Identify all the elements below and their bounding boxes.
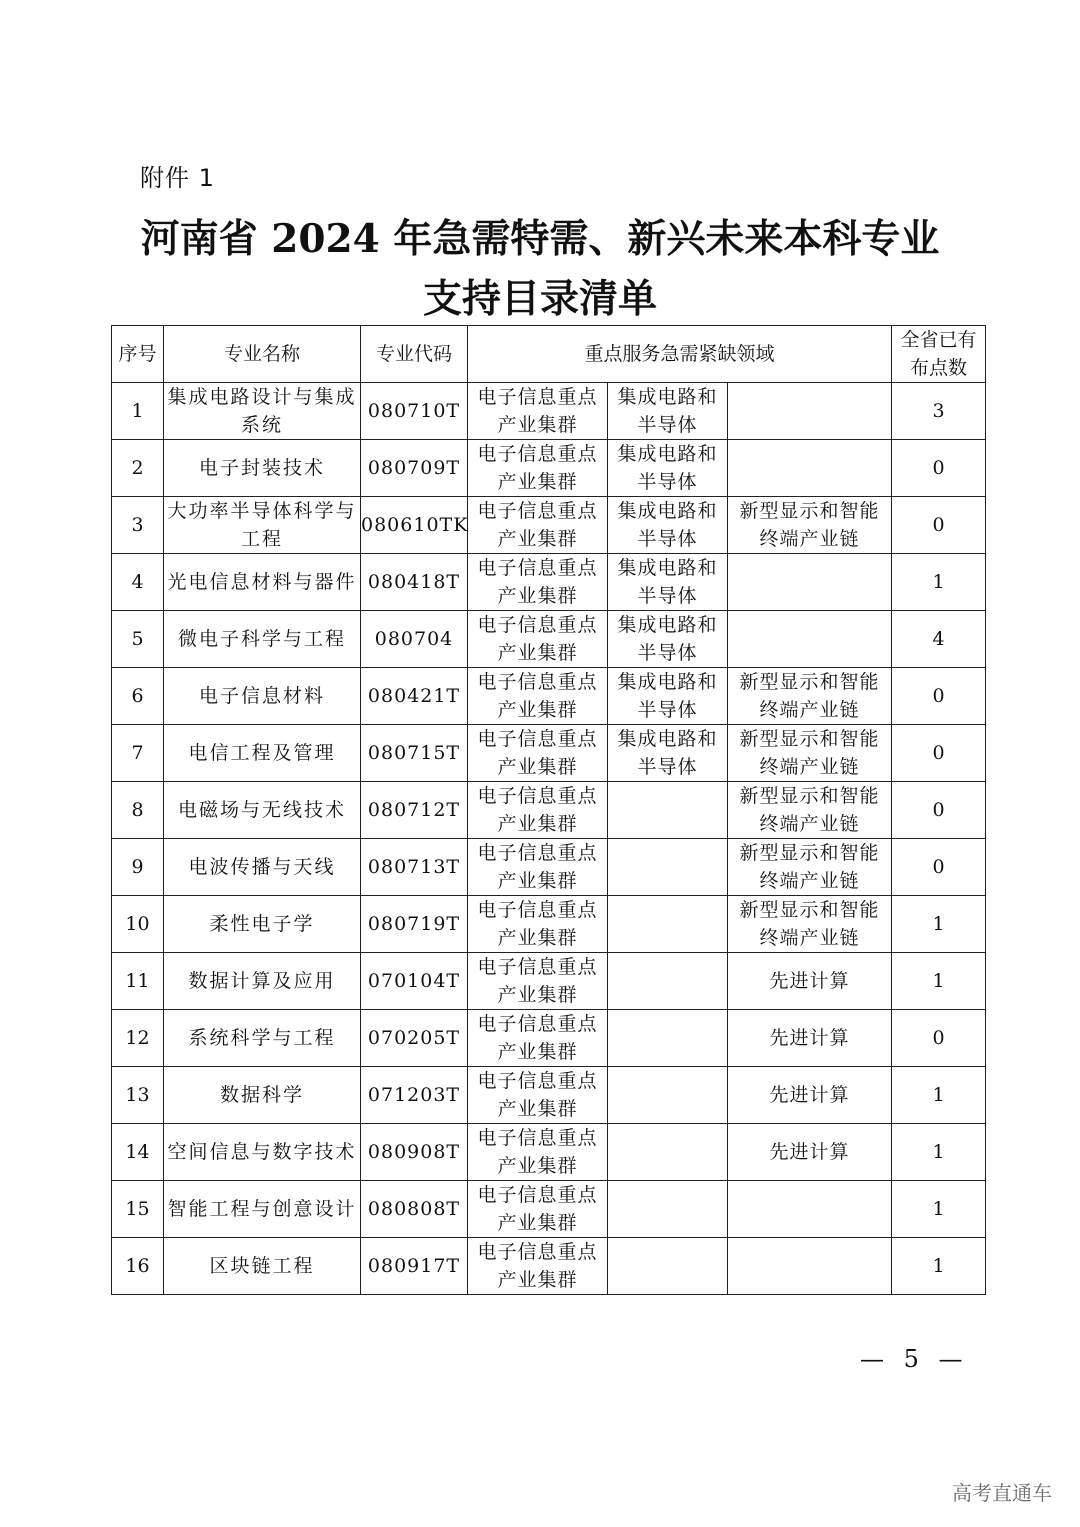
- cell-field-1-line: 产业集群: [497, 471, 578, 493]
- cell-field-1-line: 产业集群: [497, 1155, 578, 1177]
- cell-field-1-line: 产业集群: [497, 1041, 578, 1063]
- cell-major-name: [164, 554, 361, 611]
- cell-field-1-line: 电子信息重点: [477, 956, 598, 978]
- cell-field-3-line: 终端产业链: [759, 756, 860, 778]
- table-row: [112, 1238, 986, 1295]
- cell-major-name-line: 工程: [240, 528, 283, 550]
- cell-field-3: [728, 1067, 892, 1124]
- table-row: [112, 839, 986, 896]
- cell-existing-count: 0: [892, 1010, 986, 1067]
- cell-field-1-line: 产业集群: [497, 528, 578, 550]
- cell-field-1-line: 电子信息重点: [477, 671, 598, 693]
- cell-field-2: [608, 782, 728, 839]
- cell-existing-count: 1: [892, 1124, 986, 1181]
- cell-field-1: [468, 1238, 608, 1295]
- cell-field-2-line: 半导体: [637, 642, 698, 664]
- cell-index: 8: [112, 782, 164, 839]
- cell-major-code: 080715T: [361, 725, 468, 782]
- cell-field-2-line: 半导体: [637, 528, 698, 550]
- major-list-table: [111, 325, 986, 1295]
- cell-field-3-line: 新型显示和智能: [739, 842, 880, 864]
- cell-field-2: [608, 1181, 728, 1238]
- cell-major-name-line: 空间信息与数字技术: [167, 1141, 357, 1163]
- cell-field-3: [728, 1124, 892, 1181]
- cell-field-1: [468, 383, 608, 440]
- cell-field-1: [468, 440, 608, 497]
- header-service-fields: 重点服务急需紧缺领域: [468, 326, 892, 383]
- cell-existing-count: 1: [892, 896, 986, 953]
- cell-field-3: [728, 1238, 892, 1295]
- cell-field-1-line: 产业集群: [497, 984, 578, 1006]
- cell-index: 10: [112, 896, 164, 953]
- cell-major-name: [164, 497, 361, 554]
- cell-major-name-line: 光电信息材料与器件: [167, 571, 357, 593]
- cell-field-1: [468, 611, 608, 668]
- cell-field-3-line: 先进计算: [769, 1141, 850, 1163]
- cell-field-1: [468, 1124, 608, 1181]
- cell-field-2: [608, 839, 728, 896]
- cell-existing-count: 4: [892, 611, 986, 668]
- cell-field-1-line: 电子信息重点: [477, 728, 598, 750]
- cell-major-code: 080418T: [361, 554, 468, 611]
- cell-major-code: 080719T: [361, 896, 468, 953]
- cell-major-name-line: 系统科学与工程: [188, 1027, 336, 1049]
- cell-major-code: 080704: [361, 611, 468, 668]
- cell-field-1-line: 产业集群: [497, 927, 578, 949]
- cell-index: 3: [112, 497, 164, 554]
- cell-field-3-line: 先进计算: [769, 1084, 850, 1106]
- cell-major-code: 070104T: [361, 953, 468, 1010]
- cell-field-3: [728, 440, 892, 497]
- cell-field-2: [608, 1238, 728, 1295]
- cell-field-3: [728, 782, 892, 839]
- cell-major-code: 080710T: [361, 383, 468, 440]
- cell-major-code: 080709T: [361, 440, 468, 497]
- cell-field-3: [728, 896, 892, 953]
- cell-existing-count: 3: [892, 383, 986, 440]
- cell-major-code: 080908T: [361, 1124, 468, 1181]
- cell-field-1: [468, 725, 608, 782]
- table-row: [112, 1124, 986, 1181]
- cell-field-1-line: 产业集群: [497, 699, 578, 721]
- cell-major-code: 080917T: [361, 1238, 468, 1295]
- cell-field-2: [608, 554, 728, 611]
- attachment-label: 附件 1: [140, 164, 215, 192]
- cell-existing-count: 0: [892, 839, 986, 896]
- cell-field-2-line: 半导体: [637, 699, 698, 721]
- cell-field-3: [728, 611, 892, 668]
- cell-existing-count: 1: [892, 1181, 986, 1238]
- cell-index: 15: [112, 1181, 164, 1238]
- table-row: [112, 497, 986, 554]
- header-index: 序号: [112, 326, 164, 383]
- cell-field-1: [468, 896, 608, 953]
- cell-field-1-line: 产业集群: [497, 585, 578, 607]
- cell-field-1-line: 电子信息重点: [477, 1070, 598, 1092]
- cell-major-code: 080421T: [361, 668, 468, 725]
- cell-field-1-line: 产业集群: [497, 642, 578, 664]
- header-existing-count: [892, 326, 986, 383]
- cell-field-2-line: 半导体: [637, 585, 698, 607]
- table-row: [112, 782, 986, 839]
- cell-field-3: [728, 1181, 892, 1238]
- table-row: [112, 953, 986, 1010]
- table-body: [112, 383, 986, 1295]
- cell-field-1-line: 电子信息重点: [477, 1013, 598, 1035]
- cell-major-code: 080808T: [361, 1181, 468, 1238]
- cell-field-2: [608, 725, 728, 782]
- cell-major-code: 080713T: [361, 839, 468, 896]
- cell-field-1-line: 电子信息重点: [477, 1127, 598, 1149]
- cell-field-2: [608, 668, 728, 725]
- cell-field-1-line: 电子信息重点: [477, 557, 598, 579]
- cell-field-2-line: 集成电路和: [617, 443, 718, 465]
- cell-major-name-line: 大功率半导体科学与: [167, 500, 357, 522]
- cell-major-name-line: 电磁场与无线技术: [177, 799, 346, 821]
- cell-index: 4: [112, 554, 164, 611]
- table-row: [112, 668, 986, 725]
- cell-major-name-line: 柔性电子学: [209, 913, 315, 935]
- cell-major-name-line: 电子信息材料: [198, 685, 325, 707]
- cell-major-name: [164, 839, 361, 896]
- cell-major-name: [164, 383, 361, 440]
- cell-major-name-line: 数据科学: [219, 1084, 304, 1106]
- table-row: [112, 896, 986, 953]
- cell-field-1-line: 电子信息重点: [477, 614, 598, 636]
- cell-field-3: [728, 497, 892, 554]
- cell-field-1: [468, 1010, 608, 1067]
- cell-index: 16: [112, 1238, 164, 1295]
- cell-field-3: [728, 953, 892, 1010]
- cell-field-2-line: 集成电路和: [617, 614, 718, 636]
- cell-field-2: [608, 1067, 728, 1124]
- cell-field-2-line: 半导体: [637, 471, 698, 493]
- cell-major-name: [164, 440, 361, 497]
- table-row: [112, 725, 986, 782]
- cell-field-3-line: 新型显示和智能: [739, 785, 880, 807]
- cell-field-3-line: 先进计算: [769, 970, 850, 992]
- cell-existing-count: 1: [892, 554, 986, 611]
- cell-field-3-line: 新型显示和智能: [739, 671, 880, 693]
- cell-field-3-line: 终端产业链: [759, 528, 860, 550]
- cell-field-2-line: 集成电路和: [617, 671, 718, 693]
- cell-existing-count: 0: [892, 782, 986, 839]
- cell-field-3-line: 终端产业链: [759, 927, 860, 949]
- table-row: [112, 440, 986, 497]
- cell-field-3: [728, 839, 892, 896]
- table-row: [112, 1010, 986, 1067]
- cell-existing-count: 0: [892, 668, 986, 725]
- cell-field-1: [468, 497, 608, 554]
- cell-field-1-line: 电子信息重点: [477, 1184, 598, 1206]
- cell-field-2: [608, 611, 728, 668]
- cell-existing-count: 0: [892, 725, 986, 782]
- cell-field-2: [608, 1124, 728, 1181]
- cell-index: 13: [112, 1067, 164, 1124]
- cell-major-name: [164, 611, 361, 668]
- table-row: [112, 383, 986, 440]
- document-title-line-2: 支持目录清单: [422, 276, 657, 322]
- cell-major-name-line: 数据计算及应用: [188, 970, 336, 992]
- cell-major-name-line: 微电子科学与工程: [177, 628, 346, 650]
- cell-field-1: [468, 554, 608, 611]
- cell-field-1: [468, 839, 608, 896]
- cell-field-1-line: 电子信息重点: [477, 386, 598, 408]
- cell-field-1-line: 产业集群: [497, 1098, 578, 1120]
- cell-field-3: [728, 554, 892, 611]
- cell-field-2-line: 集成电路和: [617, 557, 718, 579]
- cell-field-1-line: 电子信息重点: [477, 500, 598, 522]
- cell-existing-count: 1: [892, 1238, 986, 1295]
- table-row: [112, 611, 986, 668]
- cell-major-name: [164, 1010, 361, 1067]
- cell-field-1-line: 产业集群: [497, 813, 578, 835]
- cell-field-1: [468, 1067, 608, 1124]
- table-row: [112, 1067, 986, 1124]
- cell-major-name: [164, 725, 361, 782]
- cell-field-2: [608, 383, 728, 440]
- cell-major-name: [164, 1067, 361, 1124]
- page-number: — 5 —: [860, 1345, 969, 1373]
- cell-index: 1: [112, 383, 164, 440]
- cell-field-3-line: 新型显示和智能: [739, 899, 880, 921]
- cell-major-name: [164, 1181, 361, 1238]
- cell-major-name: [164, 953, 361, 1010]
- cell-major-name-line: 集成电路设计与集成: [167, 386, 357, 408]
- cell-major-name-line: 区块链工程: [209, 1255, 315, 1277]
- cell-field-1-line: 产业集群: [497, 414, 578, 436]
- cell-major-code: 080610TK: [361, 497, 468, 554]
- cell-field-2: [608, 497, 728, 554]
- cell-field-1-line: 产业集群: [497, 756, 578, 778]
- cell-major-name: [164, 1124, 361, 1181]
- cell-field-3-line: 先进计算: [769, 1027, 850, 1049]
- cell-field-1: [468, 1181, 608, 1238]
- cell-field-3-line: 终端产业链: [759, 813, 860, 835]
- cell-field-2: [608, 1010, 728, 1067]
- cell-field-3: [728, 1010, 892, 1067]
- cell-field-3-line: 新型显示和智能: [739, 500, 880, 522]
- cell-field-1-line: 电子信息重点: [477, 842, 598, 864]
- cell-index: 6: [112, 668, 164, 725]
- cell-field-3: [728, 668, 892, 725]
- cell-field-1-line: 产业集群: [497, 1269, 578, 1291]
- cell-major-code: 070205T: [361, 1010, 468, 1067]
- cell-field-1: [468, 668, 608, 725]
- cell-field-2: [608, 896, 728, 953]
- cell-major-code: 080712T: [361, 782, 468, 839]
- cell-major-name-line: 系统: [240, 414, 283, 436]
- cell-field-3-line: 终端产业链: [759, 699, 860, 721]
- cell-major-name: [164, 896, 361, 953]
- cell-major-code: 071203T: [361, 1067, 468, 1124]
- cell-field-1: [468, 782, 608, 839]
- cell-field-3: [728, 383, 892, 440]
- table-row: [112, 1181, 986, 1238]
- header-major-code: 专业代码: [361, 326, 468, 383]
- cell-field-1-line: 电子信息重点: [477, 899, 598, 921]
- cell-field-3-line: 终端产业链: [759, 870, 860, 892]
- cell-field-1-line: 电子信息重点: [477, 1241, 598, 1263]
- cell-field-1: [468, 953, 608, 1010]
- cell-index: 14: [112, 1124, 164, 1181]
- cell-index: 5: [112, 611, 164, 668]
- cell-field-2: [608, 440, 728, 497]
- cell-field-2-line: 集成电路和: [617, 386, 718, 408]
- cell-index: 12: [112, 1010, 164, 1067]
- cell-major-name-line: 电波传播与天线: [188, 856, 336, 878]
- cell-field-2-line: 集成电路和: [617, 500, 718, 522]
- cell-field-1-line: 电子信息重点: [477, 443, 598, 465]
- cell-field-1-line: 产业集群: [497, 870, 578, 892]
- header-major-name: 专业名称: [164, 326, 361, 383]
- cell-field-2-line: 半导体: [637, 414, 698, 436]
- cell-major-name-line: 智能工程与创意设计: [167, 1198, 357, 1220]
- header-count-line-1: 全省已有: [900, 329, 977, 351]
- header-count-line-2: 布点数: [909, 357, 967, 379]
- cell-existing-count: 0: [892, 440, 986, 497]
- table-row: [112, 554, 986, 611]
- cell-major-name-line: 电信工程及管理: [188, 742, 336, 764]
- cell-field-2-line: 半导体: [637, 756, 698, 778]
- cell-major-name: [164, 668, 361, 725]
- cell-field-3: [728, 725, 892, 782]
- cell-major-name: [164, 1238, 361, 1295]
- cell-index: 9: [112, 839, 164, 896]
- cell-index: 2: [112, 440, 164, 497]
- cell-existing-count: 0: [892, 497, 986, 554]
- cell-major-name-line: 电子封装技术: [198, 457, 325, 479]
- cell-index: 7: [112, 725, 164, 782]
- document-title-line-1: 河南省 2024 年急需特需、新兴未来本科专业: [140, 216, 940, 262]
- cell-existing-count: 1: [892, 1067, 986, 1124]
- cell-existing-count: 1: [892, 953, 986, 1010]
- cell-field-1-line: 电子信息重点: [477, 785, 598, 807]
- cell-major-name: [164, 782, 361, 839]
- cell-field-1-line: 产业集群: [497, 1212, 578, 1234]
- cell-index: 11: [112, 953, 164, 1010]
- watermark: 高考直通车: [952, 1481, 1052, 1505]
- table-header-row: [112, 326, 986, 383]
- cell-field-2-line: 集成电路和: [617, 728, 718, 750]
- cell-field-2: [608, 953, 728, 1010]
- cell-field-3-line: 新型显示和智能: [739, 728, 880, 750]
